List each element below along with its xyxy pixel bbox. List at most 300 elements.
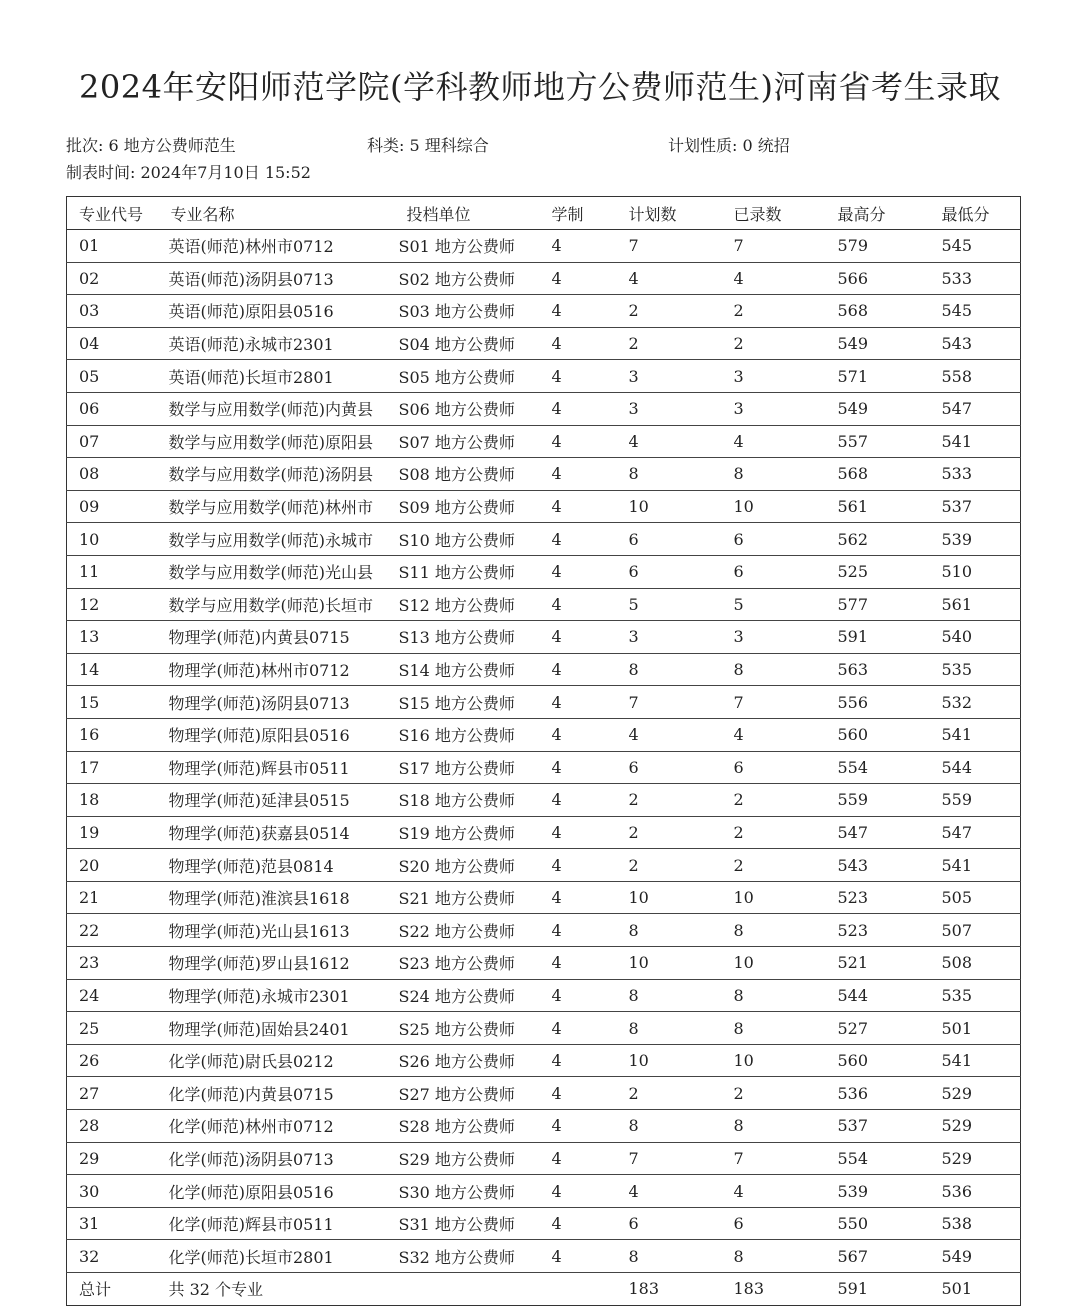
plan-cell: 6: [617, 751, 722, 784]
min-score-cell: 547: [930, 392, 1021, 425]
length-cell: 4: [540, 1077, 617, 1110]
admitted-cell: 2: [722, 784, 826, 817]
table-row: [67, 1110, 1021, 1143]
max-score-cell: 539: [826, 1175, 930, 1208]
length-cell: 4: [540, 490, 617, 523]
column-header-min-score: 最低分: [930, 197, 1021, 230]
min-score-cell: 539: [930, 523, 1021, 556]
admitted-cell: 7: [722, 230, 826, 263]
min-score-cell: 541: [930, 718, 1021, 751]
unit-cell: S28 地方公费师: [395, 1110, 540, 1143]
min-score-cell: 533: [930, 262, 1021, 295]
code-cell: 13: [67, 621, 159, 654]
unit-cell: S08 地方公费师: [395, 458, 540, 491]
code-cell: 20: [67, 849, 159, 882]
plan-cell: 8: [617, 979, 722, 1012]
code-cell: 23: [67, 947, 159, 980]
code-cell: 22: [67, 914, 159, 947]
unit-cell: S10 地方公费师: [395, 523, 540, 556]
max-score-cell: 566: [826, 262, 930, 295]
name-cell: 英语(师范)原阳县0516: [159, 295, 395, 328]
min-score-cell: 561: [930, 588, 1021, 621]
admitted-cell: 8: [722, 914, 826, 947]
name-cell: 数学与应用数学(师范)长垣市: [159, 588, 395, 621]
unit-cell: S22 地方公费师: [395, 914, 540, 947]
total-plan-cell: 183: [617, 1273, 722, 1306]
plan-cell: 7: [617, 686, 722, 719]
name-cell: 化学(师范)林州市0712: [159, 1110, 395, 1143]
name-cell: 物理学(师范)汤阴县0713: [159, 686, 395, 719]
max-score-cell: 523: [826, 881, 930, 914]
code-cell: 09: [67, 490, 159, 523]
name-cell: 数学与应用数学(师范)内黄县: [159, 392, 395, 425]
min-score-cell: 559: [930, 784, 1021, 817]
plan-cell: 4: [617, 262, 722, 295]
admitted-cell: 4: [722, 718, 826, 751]
column-header-length: 学制: [540, 197, 617, 230]
max-score-cell: 591: [826, 621, 930, 654]
table-row: [67, 1012, 1021, 1045]
name-cell: 物理学(师范)原阳县0516: [159, 718, 395, 751]
table-row: [67, 523, 1021, 556]
table-row: [67, 1175, 1021, 1208]
min-score-cell: 541: [930, 849, 1021, 882]
min-score-cell: 545: [930, 230, 1021, 263]
min-score-cell: 507: [930, 914, 1021, 947]
table-header: [67, 197, 1021, 230]
admitted-cell: 7: [722, 1142, 826, 1175]
table-row: [67, 784, 1021, 817]
plan-cell: 8: [617, 914, 722, 947]
code-cell: 15: [67, 686, 159, 719]
unit-cell: S25 地方公费师: [395, 1012, 540, 1045]
unit-cell: S04 地方公费师: [395, 327, 540, 360]
max-score-cell: 549: [826, 392, 930, 425]
admitted-cell: 10: [722, 881, 826, 914]
unit-cell: S21 地方公费师: [395, 881, 540, 914]
admitted-cell: 4: [722, 1175, 826, 1208]
min-score-cell: 510: [930, 555, 1021, 588]
plan-cell: 2: [617, 327, 722, 360]
admitted-cell: 8: [722, 979, 826, 1012]
max-score-cell: 556: [826, 686, 930, 719]
length-cell: 4: [540, 849, 617, 882]
table-row: [67, 1207, 1021, 1240]
length-cell: 4: [540, 1240, 617, 1273]
total-length-cell: [540, 1273, 617, 1306]
meta-plan-type: 计划性质: 0 统招: [668, 136, 790, 155]
max-score-cell: 563: [826, 653, 930, 686]
code-cell: 21: [67, 881, 159, 914]
unit-cell: S18 地方公费师: [395, 784, 540, 817]
max-score-cell: 536: [826, 1077, 930, 1110]
code-cell: 31: [67, 1207, 159, 1240]
min-score-cell: 529: [930, 1077, 1021, 1110]
max-score-cell: 523: [826, 914, 930, 947]
min-score-cell: 538: [930, 1207, 1021, 1240]
length-cell: 4: [540, 718, 617, 751]
max-score-cell: 577: [826, 588, 930, 621]
unit-cell: S13 地方公费师: [395, 621, 540, 654]
name-cell: 化学(师范)长垣市2801: [159, 1240, 395, 1273]
max-score-cell: 527: [826, 1012, 930, 1045]
unit-cell: S03 地方公费师: [395, 295, 540, 328]
max-score-cell: 525: [826, 555, 930, 588]
length-cell: 4: [540, 1175, 617, 1208]
code-cell: 02: [67, 262, 159, 295]
name-cell: 物理学(师范)光山县1613: [159, 914, 395, 947]
min-score-cell: 529: [930, 1142, 1021, 1175]
length-cell: 4: [540, 588, 617, 621]
max-score-cell: 554: [826, 1142, 930, 1175]
table-row: [67, 686, 1021, 719]
length-cell: 4: [540, 816, 617, 849]
length-cell: 4: [540, 1110, 617, 1143]
plan-cell: 7: [617, 1142, 722, 1175]
max-score-cell: 550: [826, 1207, 930, 1240]
length-cell: 4: [540, 262, 617, 295]
admitted-cell: 8: [722, 1012, 826, 1045]
table-body: [67, 230, 1021, 1306]
admitted-cell: 8: [722, 458, 826, 491]
meta-batch: 批次: 6 地方公费师范生: [66, 136, 236, 155]
admitted-cell: 6: [722, 555, 826, 588]
code-cell: 01: [67, 230, 159, 263]
unit-cell: S32 地方公费师: [395, 1240, 540, 1273]
min-score-cell: 549: [930, 1240, 1021, 1273]
max-score-cell: 544: [826, 979, 930, 1012]
plan-cell: 2: [617, 784, 722, 817]
plan-cell: 4: [617, 425, 722, 458]
table-row: [67, 621, 1021, 654]
code-cell: 11: [67, 555, 159, 588]
column-header-admitted: 已录数: [722, 197, 826, 230]
max-score-cell: 560: [826, 1044, 930, 1077]
total-unit-cell: [395, 1273, 540, 1306]
min-score-cell: 529: [930, 1110, 1021, 1143]
table-row: [67, 392, 1021, 425]
unit-cell: S23 地方公费师: [395, 947, 540, 980]
length-cell: 4: [540, 784, 617, 817]
plan-cell: 4: [617, 718, 722, 751]
min-score-cell: 505: [930, 881, 1021, 914]
admitted-cell: 5: [722, 588, 826, 621]
max-score-cell: 559: [826, 784, 930, 817]
admission-table: [66, 196, 1021, 1306]
code-cell: 18: [67, 784, 159, 817]
name-cell: 化学(师范)辉县市0511: [159, 1207, 395, 1240]
name-cell: 数学与应用数学(师范)林州市: [159, 490, 395, 523]
max-score-cell: 554: [826, 751, 930, 784]
unit-cell: S07 地方公费师: [395, 425, 540, 458]
length-cell: 4: [540, 979, 617, 1012]
plan-cell: 8: [617, 1110, 722, 1143]
admitted-cell: 6: [722, 751, 826, 784]
length-cell: 4: [540, 458, 617, 491]
max-score-cell: 543: [826, 849, 930, 882]
code-cell: 10: [67, 523, 159, 556]
code-cell: 24: [67, 979, 159, 1012]
length-cell: 4: [540, 914, 617, 947]
name-cell: 数学与应用数学(师范)汤阴县: [159, 458, 395, 491]
admitted-cell: 2: [722, 295, 826, 328]
total-name-cell: 共 32 个专业: [159, 1273, 395, 1306]
length-cell: 4: [540, 425, 617, 458]
table-row: [67, 751, 1021, 784]
table-row: [67, 1240, 1021, 1273]
length-cell: 4: [540, 230, 617, 263]
code-cell: 17: [67, 751, 159, 784]
length-cell: 4: [540, 392, 617, 425]
total-admitted-cell: 183: [722, 1273, 826, 1306]
meta-table-time: 制表时间: 2024年7月10日 15:52: [66, 163, 311, 182]
name-cell: 数学与应用数学(师范)永城市: [159, 523, 395, 556]
name-cell: 化学(师范)原阳县0516: [159, 1175, 395, 1208]
unit-cell: S26 地方公费师: [395, 1044, 540, 1077]
min-score-cell: 543: [930, 327, 1021, 360]
plan-cell: 3: [617, 360, 722, 393]
total-max-score-cell: 591: [826, 1273, 930, 1306]
plan-cell: 2: [617, 295, 722, 328]
table-row: [67, 1142, 1021, 1175]
min-score-cell: 558: [930, 360, 1021, 393]
column-header-name: 专业名称: [159, 197, 395, 230]
plan-cell: 8: [617, 458, 722, 491]
code-cell: 25: [67, 1012, 159, 1045]
unit-cell: S29 地方公费师: [395, 1142, 540, 1175]
plan-cell: 6: [617, 523, 722, 556]
plan-cell: 6: [617, 1207, 722, 1240]
table-row: [67, 490, 1021, 523]
min-score-cell: 535: [930, 653, 1021, 686]
code-cell: 08: [67, 458, 159, 491]
total-code-cell: 总计: [67, 1273, 159, 1306]
max-score-cell: 568: [826, 458, 930, 491]
table-row: [67, 262, 1021, 295]
table-row: [67, 718, 1021, 751]
name-cell: 英语(师范)林州市0712: [159, 230, 395, 263]
min-score-cell: 547: [930, 816, 1021, 849]
table-row: [67, 360, 1021, 393]
admitted-cell: 6: [722, 523, 826, 556]
name-cell: 英语(师范)汤阴县0713: [159, 262, 395, 295]
table-row: [67, 1077, 1021, 1110]
max-score-cell: 561: [826, 490, 930, 523]
min-score-cell: 541: [930, 1044, 1021, 1077]
name-cell: 物理学(师范)范县0814: [159, 849, 395, 882]
admitted-cell: 2: [722, 849, 826, 882]
name-cell: 数学与应用数学(师范)光山县: [159, 555, 395, 588]
min-score-cell: 508: [930, 947, 1021, 980]
length-cell: 4: [540, 1012, 617, 1045]
plan-cell: 7: [617, 230, 722, 263]
name-cell: 化学(师范)尉氏县0212: [159, 1044, 395, 1077]
length-cell: 4: [540, 1044, 617, 1077]
code-cell: 32: [67, 1240, 159, 1273]
unit-cell: S06 地方公费师: [395, 392, 540, 425]
length-cell: 4: [540, 686, 617, 719]
plan-cell: 3: [617, 392, 722, 425]
max-score-cell: 567: [826, 1240, 930, 1273]
unit-cell: S02 地方公费师: [395, 262, 540, 295]
unit-cell: S09 地方公费师: [395, 490, 540, 523]
admitted-cell: 10: [722, 947, 826, 980]
unit-cell: S05 地方公费师: [395, 360, 540, 393]
code-cell: 03: [67, 295, 159, 328]
plan-cell: 8: [617, 653, 722, 686]
max-score-cell: 521: [826, 947, 930, 980]
name-cell: 英语(师范)长垣市2801: [159, 360, 395, 393]
admitted-cell: 4: [722, 262, 826, 295]
length-cell: 4: [540, 555, 617, 588]
code-cell: 27: [67, 1077, 159, 1110]
max-score-cell: 557: [826, 425, 930, 458]
code-cell: 19: [67, 816, 159, 849]
code-cell: 16: [67, 718, 159, 751]
min-score-cell: 501: [930, 1012, 1021, 1045]
min-score-cell: 533: [930, 458, 1021, 491]
name-cell: 化学(师范)内黄县0715: [159, 1077, 395, 1110]
unit-cell: S14 地方公费师: [395, 653, 540, 686]
table-row: [67, 1044, 1021, 1077]
table-row: [67, 555, 1021, 588]
length-cell: 4: [540, 295, 617, 328]
table-row: [67, 588, 1021, 621]
code-cell: 14: [67, 653, 159, 686]
plan-cell: 4: [617, 1175, 722, 1208]
column-header-code: 专业代号: [67, 197, 159, 230]
min-score-cell: 544: [930, 751, 1021, 784]
admitted-cell: 8: [722, 1240, 826, 1273]
code-cell: 04: [67, 327, 159, 360]
meta-subject: 科类: 5 理科综合: [367, 136, 489, 155]
unit-cell: S17 地方公费师: [395, 751, 540, 784]
length-cell: 4: [540, 360, 617, 393]
table-row: [67, 849, 1021, 882]
plan-cell: 10: [617, 1044, 722, 1077]
admitted-cell: 4: [722, 425, 826, 458]
total-row: [67, 1273, 1021, 1306]
unit-cell: S31 地方公费师: [395, 1207, 540, 1240]
total-min-score-cell: 501: [930, 1273, 1021, 1306]
name-cell: 物理学(师范)淮滨县1618: [159, 881, 395, 914]
admitted-cell: 2: [722, 816, 826, 849]
table-row: [67, 458, 1021, 491]
name-cell: 英语(师范)永城市2301: [159, 327, 395, 360]
admitted-cell: 8: [722, 653, 826, 686]
max-score-cell: 537: [826, 1110, 930, 1143]
min-score-cell: 536: [930, 1175, 1021, 1208]
code-cell: 30: [67, 1175, 159, 1208]
admitted-cell: 3: [722, 392, 826, 425]
name-cell: 物理学(师范)内黄县0715: [159, 621, 395, 654]
column-header-plan: 计划数: [617, 197, 722, 230]
code-cell: 06: [67, 392, 159, 425]
length-cell: 4: [540, 653, 617, 686]
code-cell: 12: [67, 588, 159, 621]
min-score-cell: 532: [930, 686, 1021, 719]
name-cell: 物理学(师范)永城市2301: [159, 979, 395, 1012]
admitted-cell: 2: [722, 327, 826, 360]
table-row: [67, 425, 1021, 458]
plan-cell: 10: [617, 490, 722, 523]
min-score-cell: 537: [930, 490, 1021, 523]
plan-cell: 10: [617, 947, 722, 980]
length-cell: 4: [540, 1142, 617, 1175]
plan-cell: 8: [617, 1240, 722, 1273]
name-cell: 物理学(师范)林州市0712: [159, 653, 395, 686]
column-header-max-score: 最高分: [826, 197, 930, 230]
admitted-cell: 3: [722, 621, 826, 654]
name-cell: 物理学(师范)延津县0515: [159, 784, 395, 817]
code-cell: 28: [67, 1110, 159, 1143]
unit-cell: S12 地方公费师: [395, 588, 540, 621]
table-row: [67, 881, 1021, 914]
min-score-cell: 535: [930, 979, 1021, 1012]
plan-cell: 8: [617, 1012, 722, 1045]
length-cell: 4: [540, 523, 617, 556]
header-row: [67, 197, 1021, 230]
plan-cell: 2: [617, 1077, 722, 1110]
name-cell: 物理学(师范)固始县2401: [159, 1012, 395, 1045]
table-row: [67, 653, 1021, 686]
column-header-unit: 投档单位: [395, 197, 540, 230]
admitted-cell: 6: [722, 1207, 826, 1240]
name-cell: 化学(师范)汤阴县0713: [159, 1142, 395, 1175]
plan-cell: 3: [617, 621, 722, 654]
plan-cell: 2: [617, 849, 722, 882]
table-row: [67, 816, 1021, 849]
length-cell: 4: [540, 751, 617, 784]
min-score-cell: 541: [930, 425, 1021, 458]
max-score-cell: 549: [826, 327, 930, 360]
min-score-cell: 540: [930, 621, 1021, 654]
unit-cell: S15 地方公费师: [395, 686, 540, 719]
plan-cell: 5: [617, 588, 722, 621]
max-score-cell: 547: [826, 816, 930, 849]
unit-cell: S24 地方公费师: [395, 979, 540, 1012]
admitted-cell: 10: [722, 490, 826, 523]
name-cell: 物理学(师范)辉县市0511: [159, 751, 395, 784]
code-cell: 26: [67, 1044, 159, 1077]
min-score-cell: 545: [930, 295, 1021, 328]
unit-cell: S11 地方公费师: [395, 555, 540, 588]
table-row: [67, 327, 1021, 360]
admitted-cell: 10: [722, 1044, 826, 1077]
table-row: [67, 295, 1021, 328]
code-cell: 07: [67, 425, 159, 458]
max-score-cell: 568: [826, 295, 930, 328]
document-title: 2024年安阳师范学院(学科教师地方公费师范生)河南省考生录取: [79, 68, 1001, 106]
length-cell: 4: [540, 1207, 617, 1240]
unit-cell: S20 地方公费师: [395, 849, 540, 882]
unit-cell: S16 地方公费师: [395, 718, 540, 751]
plan-cell: 10: [617, 881, 722, 914]
length-cell: 4: [540, 881, 617, 914]
max-score-cell: 571: [826, 360, 930, 393]
admitted-cell: 7: [722, 686, 826, 719]
length-cell: 4: [540, 621, 617, 654]
name-cell: 物理学(师范)罗山县1612: [159, 947, 395, 980]
name-cell: 数学与应用数学(师范)原阳县: [159, 425, 395, 458]
table-row: [67, 230, 1021, 263]
table-row: [67, 947, 1021, 980]
name-cell: 物理学(师范)获嘉县0514: [159, 816, 395, 849]
length-cell: 4: [540, 947, 617, 980]
unit-cell: S27 地方公费师: [395, 1077, 540, 1110]
plan-cell: 2: [617, 816, 722, 849]
max-score-cell: 562: [826, 523, 930, 556]
